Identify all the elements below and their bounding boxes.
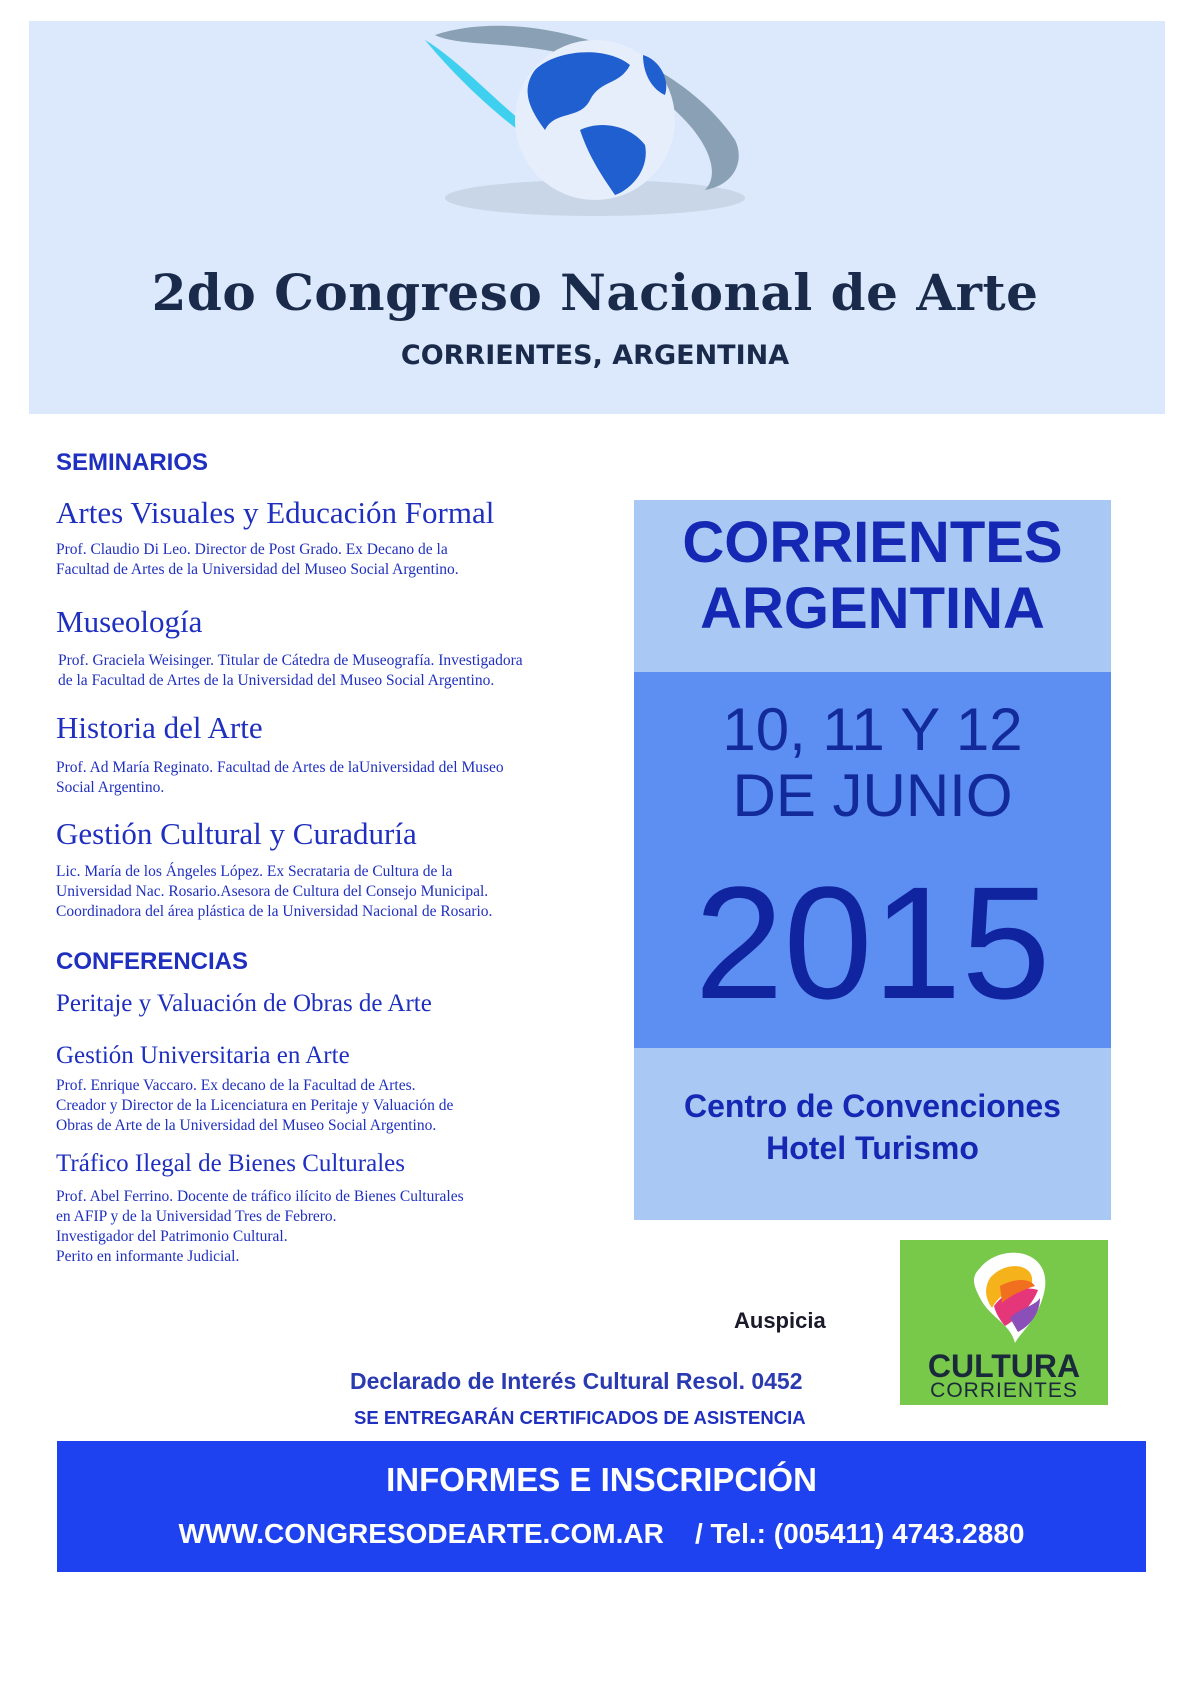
- event-city: CORRIENTES ARGENTINA: [682, 510, 1063, 641]
- seminario-desc: Prof. Ad María Reginato. Facultad de Artes de laUniversidad del Museo Social Argentino.: [56, 759, 504, 796]
- page-title: 2do Congreso Nacional de Arte: [151, 263, 1039, 322]
- event-dates: 10, 11 Y 12 DE JUNIO: [722, 696, 1023, 829]
- seminario-title: Artes Visuales y Educación Formal: [56, 495, 495, 530]
- website-link[interactable]: WWW.CONGRESODEARTE.COM.AR: [178, 1518, 664, 1549]
- seminario-desc: Prof. Graciela Weisinger. Titular de Cátedra de Museografía. Investigadora de la Facultad de Artes de la Universidad del Museo Social Argentino.: [58, 652, 523, 689]
- seminario-desc: Prof. Claudio Di Leo. Director de Post Grado. Ex Decano de la Facultad de Artes de la Universidad del Museo Social Argentino.: [56, 541, 459, 578]
- footer-title: INFORMES E INSCRIPCIÓN: [386, 1461, 817, 1498]
- conferencia-title: Peritaje y Valuación de Obras de Arte: [56, 990, 432, 1017]
- declarado-note: Declarado de Interés Cultural Resol. 0452: [350, 1368, 803, 1394]
- certificados-note: SE ENTREGARÁN CERTIFICADOS DE ASISTENCIA: [354, 1407, 806, 1428]
- event-venue: Centro de Convenciones Hotel Turismo: [684, 1088, 1061, 1166]
- seminario-title: Gestión Cultural y Curaduría: [56, 816, 417, 851]
- cultura-logo-sub: CORRIENTES: [930, 1379, 1078, 1402]
- page-subtitle: CORRIENTES, ARGENTINA: [400, 340, 790, 371]
- conferencia-desc: Prof. Abel Ferrino. Docente de tráfico ilícito de Bienes Culturales en AFIP y de la Universidad Tres de Febrero. Investigador del Patrimonio Cultural. Perito en informante Judicial.: [56, 1188, 464, 1265]
- seminario-desc: Lic. María de los Ángeles López. Ex Secrataria de Cultura de la Universidad Nac. Rosario.Asesora de Cultura del Consejo Municipal. Coordinadora del área plástica de la Universidad Nacional de Rosario.: [56, 863, 493, 920]
- conferencia-title: Tráfico Ilegal de Bienes Culturales: [56, 1150, 405, 1177]
- event-year: 2015: [694, 853, 1051, 1032]
- cultura-flower-icon: [960, 1248, 1060, 1348]
- conferencias-heading: CONFERENCIAS: [56, 948, 249, 975]
- footer-contact: [57, 1518, 1146, 1550]
- cultura-logo-word: CULTURA: [927, 1348, 1081, 1384]
- sponsor-label: Auspicia: [734, 1308, 826, 1333]
- conferencia-title: Gestión Universitaria en Arte: [56, 1042, 350, 1069]
- phone-number: / Tel.: (005411) 4743.2880: [694, 1518, 1025, 1549]
- seminario-title: Historia del Arte: [56, 710, 263, 745]
- seminario-title: Museología: [56, 604, 203, 639]
- seminarios-heading: SEMINARIOS: [56, 449, 209, 476]
- globe-logo-icon: [415, 10, 775, 240]
- conferencia-desc: Prof. Enrique Vaccaro. Ex decano de la Facultad de Artes. Creador y Director de la Licenciatura en Peritaje y Valuación de Obras de Arte de la Universidad del Museo Social Argentino.: [56, 1077, 454, 1134]
- cultura-corrientes-logo: [900, 1240, 1108, 1405]
